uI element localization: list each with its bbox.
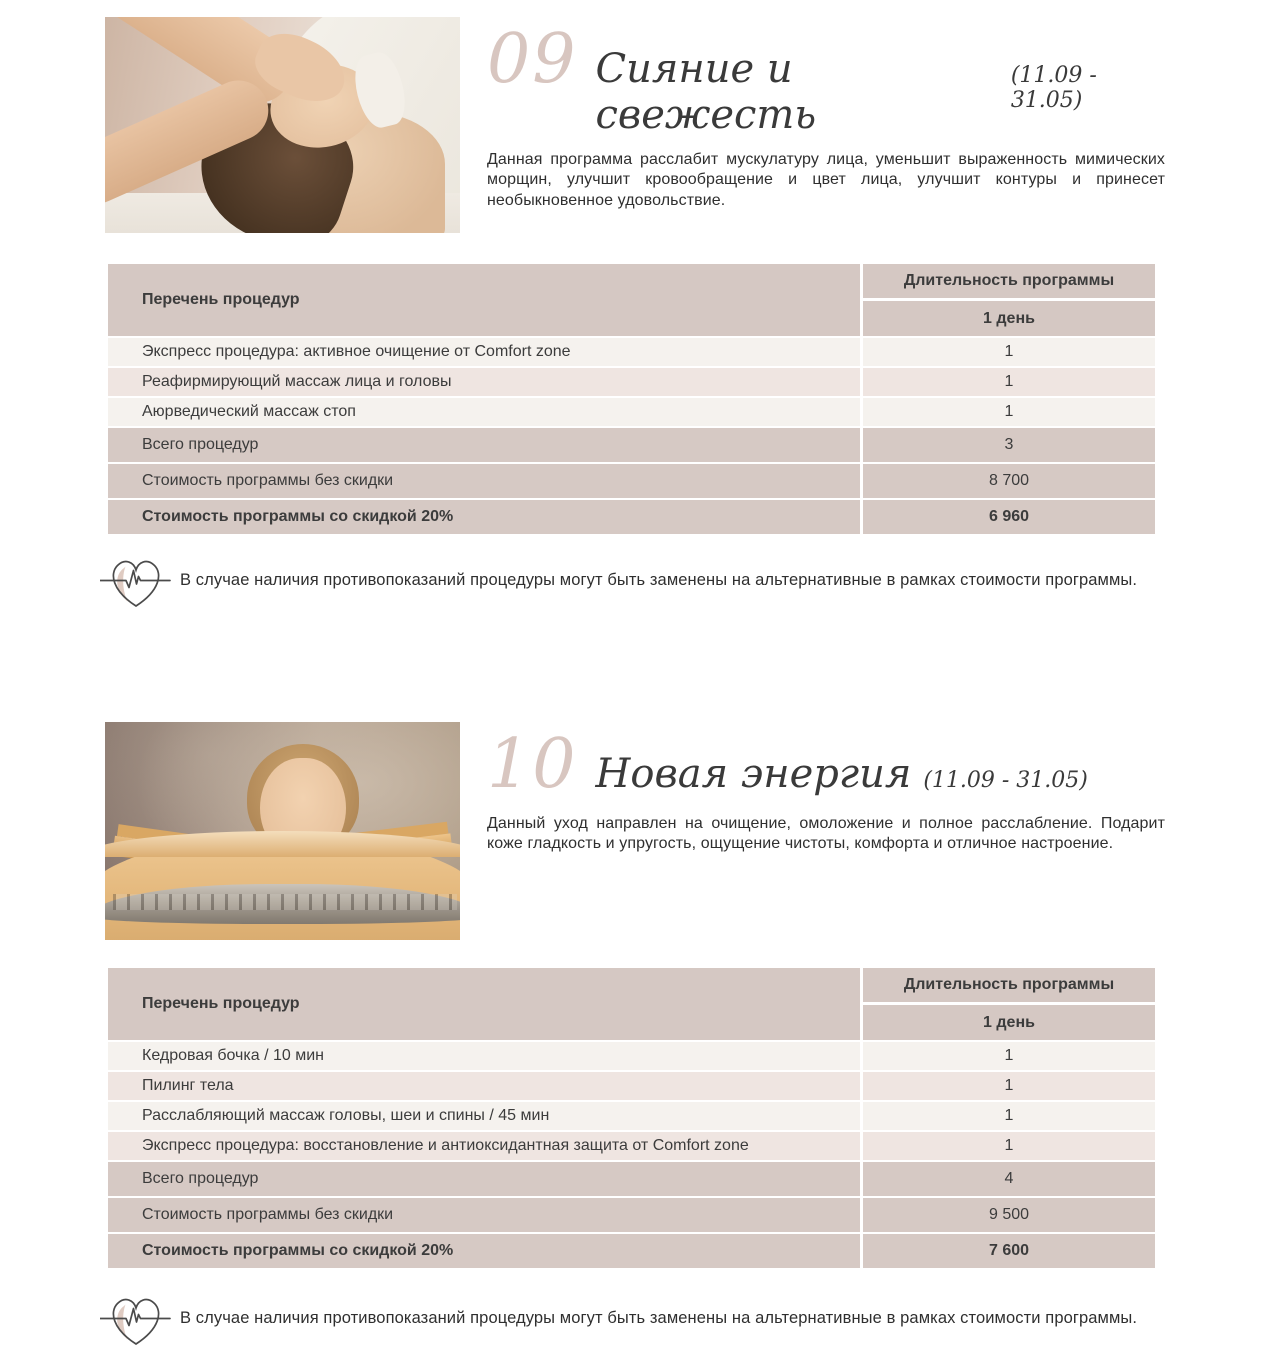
column-header-days: 1 день	[863, 301, 1155, 336]
procedure-count: 1	[863, 398, 1155, 426]
procedure-name: Аюрведический массаж стоп	[108, 398, 860, 426]
table-row	[108, 1234, 1155, 1268]
table-row	[108, 398, 1155, 426]
program-description: Данный уход направлен на очищение, омоложение и полное расслабление. Подарит коже гладкость и упругость, ощущение чистоты, комфорта и отличное настроение.	[487, 814, 1165, 853]
table-row	[108, 1132, 1155, 1160]
table-body	[108, 1042, 1155, 1268]
procedure-name: Стоимость программы без скидки	[108, 1198, 860, 1232]
procedure-name: Пилинг тела	[108, 1072, 860, 1100]
procedure-count: 3	[863, 428, 1155, 462]
table-row	[108, 1162, 1155, 1196]
note-text: В случае наличия противопоказаний процедуры могут быть заменены на альтернативные в рамках стоимости программы.	[180, 1309, 1138, 1327]
table-row	[108, 1198, 1155, 1232]
program-title-line	[487, 725, 1165, 804]
table-row	[108, 1102, 1155, 1130]
procedure-name: Реафирмирующий массаж лица и головы	[108, 368, 860, 396]
procedure-name: Стоимость программы без скидки	[108, 464, 860, 498]
procedure-count: 8 700	[863, 464, 1155, 498]
heart-pulse-icon	[100, 553, 172, 613]
table-row	[108, 338, 1155, 366]
note-text: В случае наличия противопоказаний процедуры могут быть заменены на альтернативные в рамках стоимости программы.	[180, 571, 1138, 589]
table-row	[108, 500, 1155, 534]
procedure-count: 1	[863, 1042, 1155, 1070]
procedure-count: 1	[863, 1102, 1155, 1130]
procedure-count: 1	[863, 1132, 1155, 1160]
table-row	[108, 1042, 1155, 1070]
column-header-procedures: Перечень процедур	[108, 264, 860, 336]
table-row	[108, 1072, 1155, 1100]
table-header	[108, 264, 1155, 336]
program-number: 10	[487, 725, 578, 804]
procedure-count: 1	[863, 1072, 1155, 1100]
facial-massage-photo	[105, 17, 460, 233]
procedure-count: 1	[863, 338, 1155, 366]
cedar-barrel-photo	[105, 722, 460, 940]
table-row	[108, 464, 1155, 498]
procedure-count: 7 600	[863, 1234, 1155, 1268]
table-row	[108, 428, 1155, 462]
procedure-count: 6 960	[863, 500, 1155, 534]
procedure-name: Экспресс процедура: активное очищение от Comfort zone	[108, 338, 860, 366]
program-title-line	[487, 20, 1165, 138]
procedure-name: Стоимость программы со скидкой 20%	[108, 1234, 860, 1268]
procedure-count: 1	[863, 368, 1155, 396]
program-number: 09	[487, 20, 578, 99]
procedure-count: 9 500	[863, 1198, 1155, 1232]
procedure-name: Кедровая бочка / 10 мин	[108, 1042, 860, 1070]
heart-pulse-icon	[100, 1291, 172, 1351]
column-header-procedures: Перечень процедур	[108, 968, 860, 1040]
procedure-name: Стоимость программы со скидкой 20%	[108, 500, 860, 534]
procedure-name: Всего процедур	[108, 428, 860, 462]
program-10-price-table	[108, 968, 1155, 1268]
program-10-header	[487, 725, 1165, 855]
procedure-count: 4	[863, 1162, 1155, 1196]
column-header-days: 1 день	[863, 1005, 1155, 1040]
program-dates: (11.09 - 31.05)	[923, 768, 1088, 793]
program-title: Новая энергия	[595, 751, 912, 797]
program-description: Данная программа расслабит мускулатуру лица, уменьшит выраженность мимических морщин, улучшит кровообращение и цвет лица, улучшит контуры и принесет необыкновенное удовольствие.	[487, 151, 1165, 209]
procedure-name: Экспресс процедура: восстановление и антиоксидантная защита от Comfort zone	[108, 1132, 860, 1160]
program-dates: (11.09 - 31.05)	[1010, 63, 1097, 113]
table-row	[108, 368, 1155, 396]
program-title: Сияние и свежесть	[595, 46, 817, 138]
column-header-duration: Длительность программы	[863, 968, 1155, 1002]
table-header	[108, 968, 1155, 1040]
column-header-duration: Длительность программы	[863, 264, 1155, 298]
contraindication-note	[100, 1291, 1163, 1351]
contraindication-note	[100, 553, 1163, 613]
table-body	[108, 338, 1155, 534]
metal-band-shape	[105, 884, 460, 924]
procedure-name: Всего процедур	[108, 1162, 860, 1196]
program-09-price-table	[108, 264, 1155, 534]
procedure-name: Расслабляющий массаж головы, шеи и спины / 45 мин	[108, 1102, 860, 1130]
program-09-header	[487, 20, 1165, 211]
